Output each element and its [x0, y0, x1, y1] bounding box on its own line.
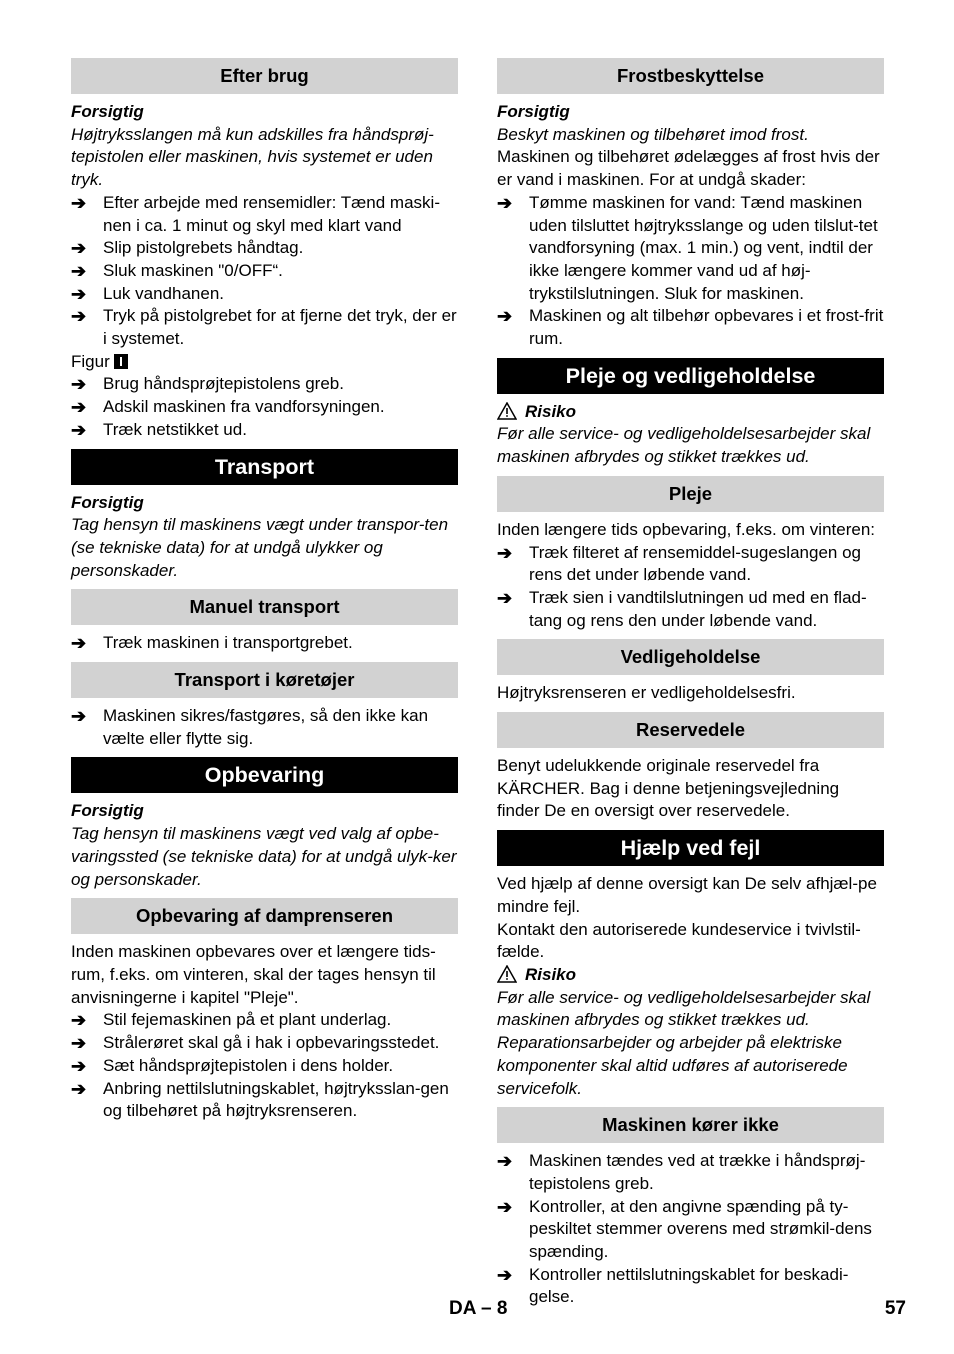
body-text: Inden maskinen opbevares over et længere tids-rum, f.eks. om vinteren, skal der tages hensyn til anvisningerne i kapitel "Pleje".: [71, 942, 436, 1007]
arrow-right-icon: ➔: [71, 706, 87, 727]
step-item: ➔ Maskinen sikres/fastgøres, så den ikke kan vælte eller flytte sig.: [71, 706, 429, 748]
caution-title: Forsigtig: [71, 801, 144, 821]
step-item: ➔ Træk sien i vandtilslutningen ud med en flad-tang og rens den under løbende vand.: [497, 587, 867, 630]
arrow-right-icon: ➔: [71, 306, 87, 327]
chapter-heading-opbevaring: Opbevaring: [71, 757, 458, 793]
step-item: ➔ Kontroller nettilslutningskablet for beskadi-gelse.: [497, 1264, 849, 1307]
section-heading-pleje: Pleje: [497, 476, 884, 512]
arrow-right-icon: ➔: [71, 238, 87, 259]
section-heading-frost: Frostbeskyttelse: [497, 58, 884, 94]
step-item: ➔ Anbring nettilslutningskablet, højtryksslan-gen og tilbehøret på højtryksrenseren.: [71, 1078, 449, 1121]
caution-title: Forsigtig: [497, 102, 570, 121]
figure-one-icon: [114, 354, 128, 369]
body-text: Inden længere tids opbevaring, f.eks. om vinteren:: [497, 519, 875, 539]
body-text: Maskinen og tilbehøret ødelægges af frost hvis der er vand i maskinen. For at undgå skader:: [497, 147, 880, 190]
step-list: [497, 1150, 884, 1309]
step-item: ➔ Sluk maskinen "0/OFF“.: [71, 260, 283, 281]
step-item: ➔ Slip pistolgrebets håndtag.: [71, 238, 304, 259]
caution-text: Højtryksslangen må kun adskilles fra håndsprøj-tepistolen eller maskinen, hvis systemet er uden tryk.: [71, 124, 434, 190]
chapter-heading-pleje-vedligeholdelse: Pleje og vedligeholdelse: [497, 358, 884, 394]
section-heading-manuel-transport: Manuel transport: [71, 589, 458, 625]
arrow-right-icon: ➔: [71, 1033, 87, 1054]
page-number: 57: [884, 1298, 906, 1319]
footer-section-label: DA – 8: [449, 1298, 508, 1319]
step-item: ➔ Adskil maskinen fra vandforsyningen.: [71, 397, 385, 418]
arrow-right-icon: ➔: [71, 1010, 87, 1031]
chapter-heading-hjaelp-ved-fejl: Hjælp ved fejl: [497, 830, 884, 866]
step-item: ➔ Træk netstikket ud.: [71, 419, 247, 440]
arrow-right-icon: ➔: [497, 1151, 513, 1172]
arrow-right-icon: ➔: [497, 192, 513, 213]
risk-text: Før alle service- og vedligeholdelsesarbejder skal maskinen afbrydes og stikket trækkes ud. Reparationsarbejder og arbejder på elektriske komponenter skal altid udføres af autoriserede servicefolk.: [497, 987, 871, 1098]
step-item: ➔ Brug håndsprøjtepistolens greb.: [71, 374, 344, 395]
risk-header: Risiko: [497, 964, 884, 987]
left-column: [71, 58, 458, 1123]
arrow-right-icon: ➔: [497, 1196, 513, 1217]
section-heading-vedligeholdelse: Vedligeholdelse: [497, 639, 884, 675]
step-item: ➔ Kontroller, at den angivne spænding på ty-peskiltet stemmer overens med strømkil-dens spænding.: [497, 1196, 872, 1262]
section-heading-transport-koretojer: Transport i køretøjer: [71, 662, 458, 698]
section-heading-maskinen-korer-ikke: Maskinen kører ikke: [497, 1107, 884, 1143]
step-item: ➔ Maskinen tændes ved at trække i håndsprøj-tepistolens greb.: [497, 1151, 866, 1193]
step-item: ➔ Luk vandhanen.: [71, 283, 224, 304]
body-text: Ved hjælp af denne oversigt kan De selv afhjæl-pe mindre fejl.: [497, 874, 877, 916]
body-text: Benyt udelukkende originale reservedel fra KÄRCHER. Bag i denne betjeningsvejledning finder De en oversigt over reservedele.: [497, 756, 840, 821]
arrow-right-icon: ➔: [497, 542, 513, 563]
section-heading-efter-brug: Efter brug: [71, 58, 458, 94]
arrow-right-icon: ➔: [71, 397, 87, 418]
step-item: ➔ Sæt håndsprøjtepistolen i dens holder.: [71, 1055, 394, 1076]
step-item: ➔ Tømme maskinen for vand: Tænd maskinen uden tilsluttet højtryksslange og uden tilslut-tet vandforsyning (max. 1 min.) og vent, indtil der ikke længere kommer vand ud af høj-trykstilslutningen. Sluk for maskinen.: [497, 192, 878, 303]
section-heading-opbevaring-damp: Opbevaring af damprenseren: [71, 898, 458, 934]
arrow-right-icon: ➔: [71, 1078, 87, 1099]
warning-triangle-icon: [497, 402, 517, 420]
caution-title: Forsigtig: [71, 102, 144, 121]
chapter-heading-transport: Transport: [71, 449, 458, 485]
section-heading-reservedele: Reservedele: [497, 712, 884, 748]
arrow-right-icon: ➔: [71, 419, 87, 440]
arrow-right-icon: ➔: [71, 633, 87, 654]
risk-header: Risiko: [497, 401, 884, 424]
step-list: [71, 373, 458, 441]
caution-text: Tag hensyn til maskinens vægt ved valg af opbe-varingssted (se tekniske data) for at undgå ulyk-ker og personskader.: [71, 824, 457, 889]
step-list: [71, 1009, 458, 1123]
step-list: [497, 192, 884, 351]
step-list: [71, 192, 458, 351]
arrow-right-icon: ➔: [71, 1055, 87, 1076]
step-item: ➔ Efter arbejde med rensemidler: Tænd maski-nen i ca. 1 minut og skyl med klart vand: [71, 192, 440, 235]
caution-title: Forsigtig: [71, 492, 144, 512]
step-item: ➔ Tryk på pistolgrebet for at fjerne det tryk, der er i systemet.: [71, 306, 457, 349]
step-item: ➔ Træk filteret af rensemiddel-sugeslangen og rens det under løbende vand.: [497, 542, 861, 585]
right-column: [497, 58, 884, 1309]
arrow-right-icon: ➔: [497, 1264, 513, 1285]
arrow-right-icon: ➔: [497, 587, 513, 608]
caution-text: Tag hensyn til maskinens vægt under transpor-ten (se tekniske data) for at undgå ulykker og personskader.: [71, 515, 449, 580]
arrow-right-icon: ➔: [71, 192, 87, 213]
arrow-right-icon: ➔: [71, 260, 87, 281]
arrow-right-icon: ➔: [71, 283, 87, 304]
body-text: Højtryksrenseren er vedligeholdelsesfri.: [497, 683, 796, 703]
step-list: [71, 632, 458, 655]
step-list: [497, 542, 884, 633]
arrow-right-icon: ➔: [71, 374, 87, 395]
figure-reference: Figur: [71, 351, 458, 374]
step-item: ➔ Strålerøret skal gå i hak i opbevaringsstedet.: [71, 1033, 440, 1054]
step-list: [71, 705, 458, 750]
warning-triangle-icon: [497, 965, 517, 983]
step-item: ➔ Maskinen og alt tilbehør opbevares i et frost-frit rum.: [497, 306, 884, 349]
step-item: ➔ Stil fejemaskinen på et plant underlag.: [71, 1010, 392, 1031]
risk-text: Før alle service- og vedligeholdelsesarbejder skal maskinen afbrydes og stikket trækkes ud.: [497, 424, 871, 467]
step-item: ➔ Træk maskinen i transportgrebet.: [71, 633, 353, 654]
caution-text: Beskyt maskinen og tilbehøret imod frost.: [497, 124, 809, 144]
arrow-right-icon: ➔: [497, 306, 513, 327]
body-text: Kontakt den autoriserede kundeservice i tvivlstil-fælde.: [497, 919, 861, 962]
